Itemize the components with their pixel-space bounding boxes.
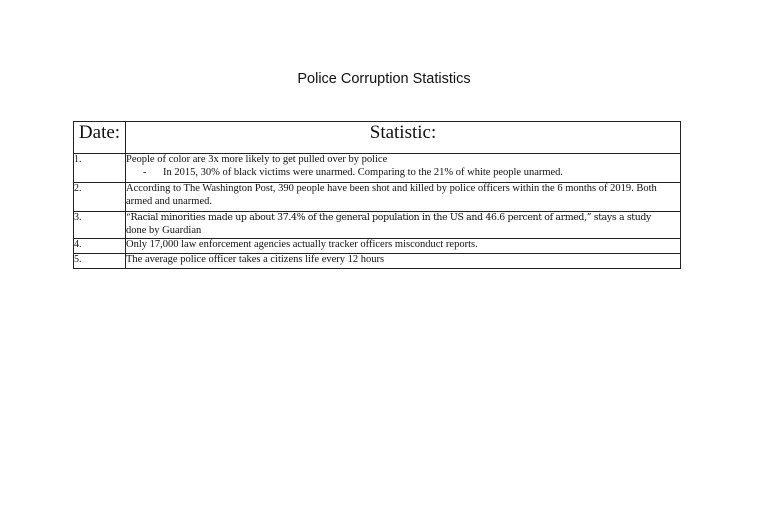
statistic-text: The average police officer takes a citizens life every 12 hours bbox=[126, 254, 385, 265]
row-number: 2. bbox=[74, 183, 126, 212]
statistic-cell bbox=[126, 154, 681, 183]
document-title: Police Corruption Statistics bbox=[297, 71, 471, 87]
statistic-text: Only 17,000 law enforcement agencies actually tracker officers misconduct reports. bbox=[126, 239, 478, 250]
statistic-text: According to The Washington Post, 390 people have been shot and killed by police officers within the 6 months of 2019. Both armed and unarmed. bbox=[126, 183, 657, 207]
statistic-quote: “Racial minorities made up about 37.4% of the general population in the US and 46.6 percent of armed,” stays a study bbox=[126, 212, 651, 223]
statistic-column-header: Statistic: bbox=[126, 122, 681, 154]
table-row bbox=[74, 239, 681, 254]
statistic-cell bbox=[126, 239, 681, 254]
statistic-cell bbox=[126, 183, 681, 212]
row-number: 3. bbox=[74, 212, 126, 239]
table-row bbox=[74, 254, 681, 269]
table-header-row bbox=[74, 122, 681, 154]
table-row bbox=[74, 183, 681, 212]
table-row bbox=[74, 212, 681, 239]
row-number: 1. bbox=[74, 154, 126, 183]
statistic-cell bbox=[126, 254, 681, 269]
statistic-text: done by Guardian bbox=[126, 224, 202, 236]
statistic-text: People of color are 3x more likely to get pulled over by police bbox=[126, 154, 388, 165]
row-number: 4. bbox=[74, 239, 126, 254]
statistic-sub-bullet bbox=[126, 167, 680, 180]
statistic-cell bbox=[126, 212, 681, 239]
row-number: 5. bbox=[74, 254, 126, 269]
statistic-sub-text: In 2015, 30% of black victims were unarmed. Comparing to the 21% of white people unarmed. bbox=[163, 166, 564, 178]
bullet-dash: - bbox=[143, 166, 147, 178]
statistics-table bbox=[73, 121, 681, 269]
date-column-header: Date: bbox=[74, 122, 126, 154]
table-row bbox=[74, 154, 681, 183]
